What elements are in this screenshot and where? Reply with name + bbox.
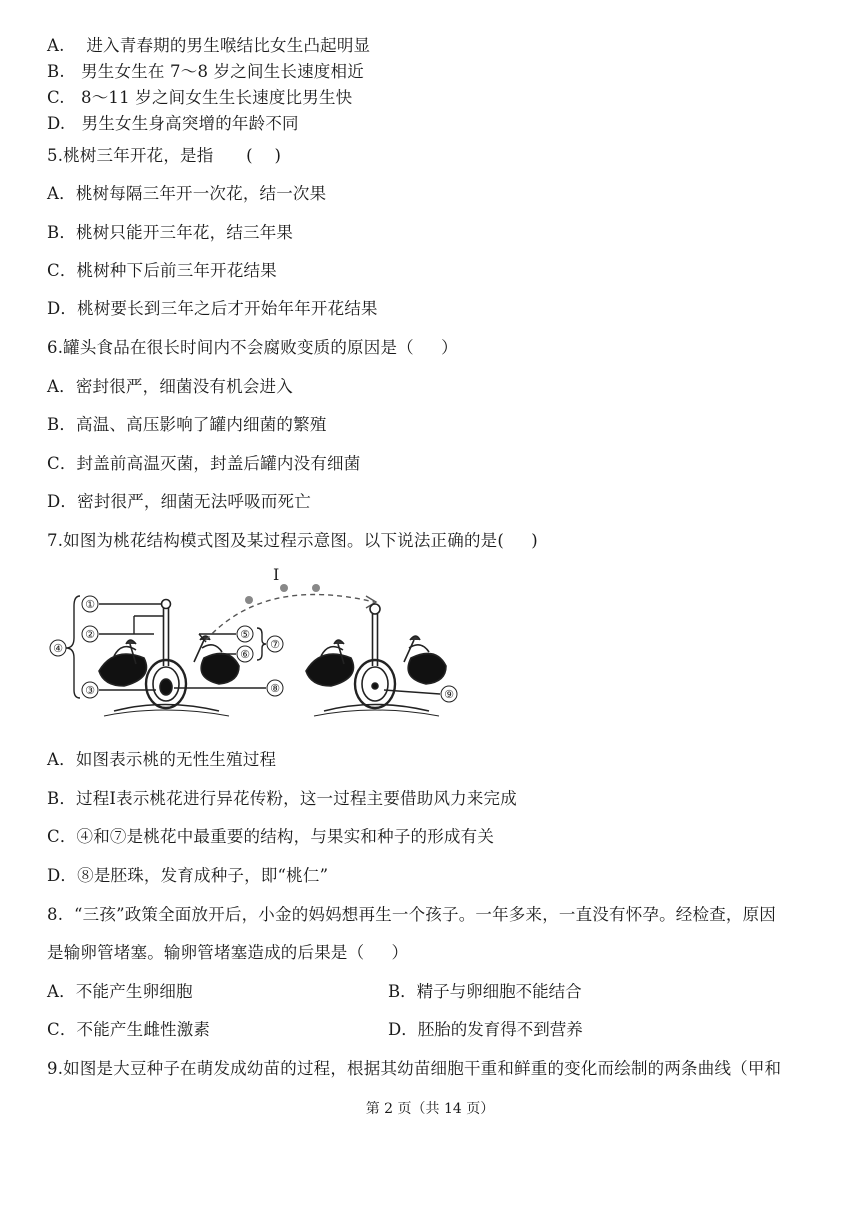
pollination-arrow	[206, 594, 374, 640]
q8-option-a: A．不能产生卵细胞	[47, 982, 193, 1001]
q6-option-d: D．密封很严，细菌无法呼吸而死亡	[47, 492, 311, 511]
q6-option-b: B．高温、高压影响了罐内细菌的繁殖	[47, 415, 327, 434]
q7-option-d: D．⑧是胚珠，发育成种子，即“桃仁”	[47, 866, 329, 885]
q8-stem-line1: 8. “三孩”政策全面放开后，小金的妈妈想再生一个孩子。一年多来，一直没有怀孕。经检查，原因	[47, 905, 777, 924]
label-2: ②	[85, 628, 95, 641]
pollen-grains	[245, 584, 320, 604]
right-flower	[306, 604, 446, 716]
q7-option-a: A．如图表示桃的无性生殖过程	[47, 750, 277, 769]
left-flower	[99, 600, 239, 717]
process-label: I	[273, 566, 280, 584]
q6-stem: 6.罐头食品在很长时间内不会腐败变质的原因是（ ）	[47, 338, 458, 357]
label-1: ①	[85, 598, 95, 611]
q8-option-c: C．不能产生雌性激素	[47, 1020, 211, 1039]
q5-option-d: D．桃树要长到三年之后才开始年年开花结果	[47, 299, 378, 318]
q8-stem-line2: 是输卵管堵塞。输卵管堵塞造成的后果是（ ）	[47, 943, 409, 962]
q5-option-b: B．桃树只能开三年花，结三年果	[47, 223, 294, 242]
q4-option-d: D. 男生女生身高突增的年龄不同	[47, 114, 299, 133]
label-6: ⑥	[240, 648, 250, 661]
q7-option-c: C．④和⑦是桃花中最重要的结构，与果实和种子的形成有关	[47, 827, 495, 846]
q5-option-c: C．桃树种下后前三年开花结果	[47, 261, 277, 280]
q4-option-b: B. 男生女生在 7～8 岁之间生长速度相近	[47, 62, 364, 81]
q6-option-a: A．密封很严，细菌没有机会进入	[47, 377, 293, 396]
q7-option-b: B．过程Ⅰ表示桃花进行异花传粉，这一过程主要借助风力来完成	[47, 789, 517, 808]
q8-option-d: D．胚胎的发育得不到营养	[388, 1020, 583, 1039]
label-7: ⑦	[270, 638, 280, 651]
page-footer: 第 2 页（共 14 页）	[365, 1101, 495, 1117]
q7-stem: 7.如图为桃花结构模式图及某过程示意图。以下说法正确的是( )	[47, 531, 538, 550]
label-8: ⑧	[270, 682, 280, 695]
label-4: ④	[53, 642, 63, 655]
label-5: ⑤	[240, 628, 250, 641]
q4-option-c: C. 8～11 岁之间女生生长速度比男生快	[47, 88, 353, 107]
q9-stem-line1: 9.如图是大豆种子在萌发成幼苗的过程，根据其幼苗细胞干重和鲜重的变化而绘制的两条曲线（甲和	[47, 1059, 782, 1078]
peach-flower-diagram	[44, 566, 474, 726]
label-3: ③	[85, 684, 95, 697]
q6-option-c: C．封盖前高温灭菌，封盖后罐内没有细菌	[47, 454, 361, 473]
q5-option-a: A．桃树每隔三年开一次花，结一次果	[47, 184, 327, 203]
label-9: ⑨	[444, 688, 454, 701]
q8-option-b: B．精子与卵细胞不能结合	[388, 982, 582, 1001]
q5-stem: 5.桃树三年开花，是指 ( )	[47, 146, 282, 165]
q4-option-a: A. 进入青春期的男生喉结比女生凸起明显	[47, 36, 371, 55]
